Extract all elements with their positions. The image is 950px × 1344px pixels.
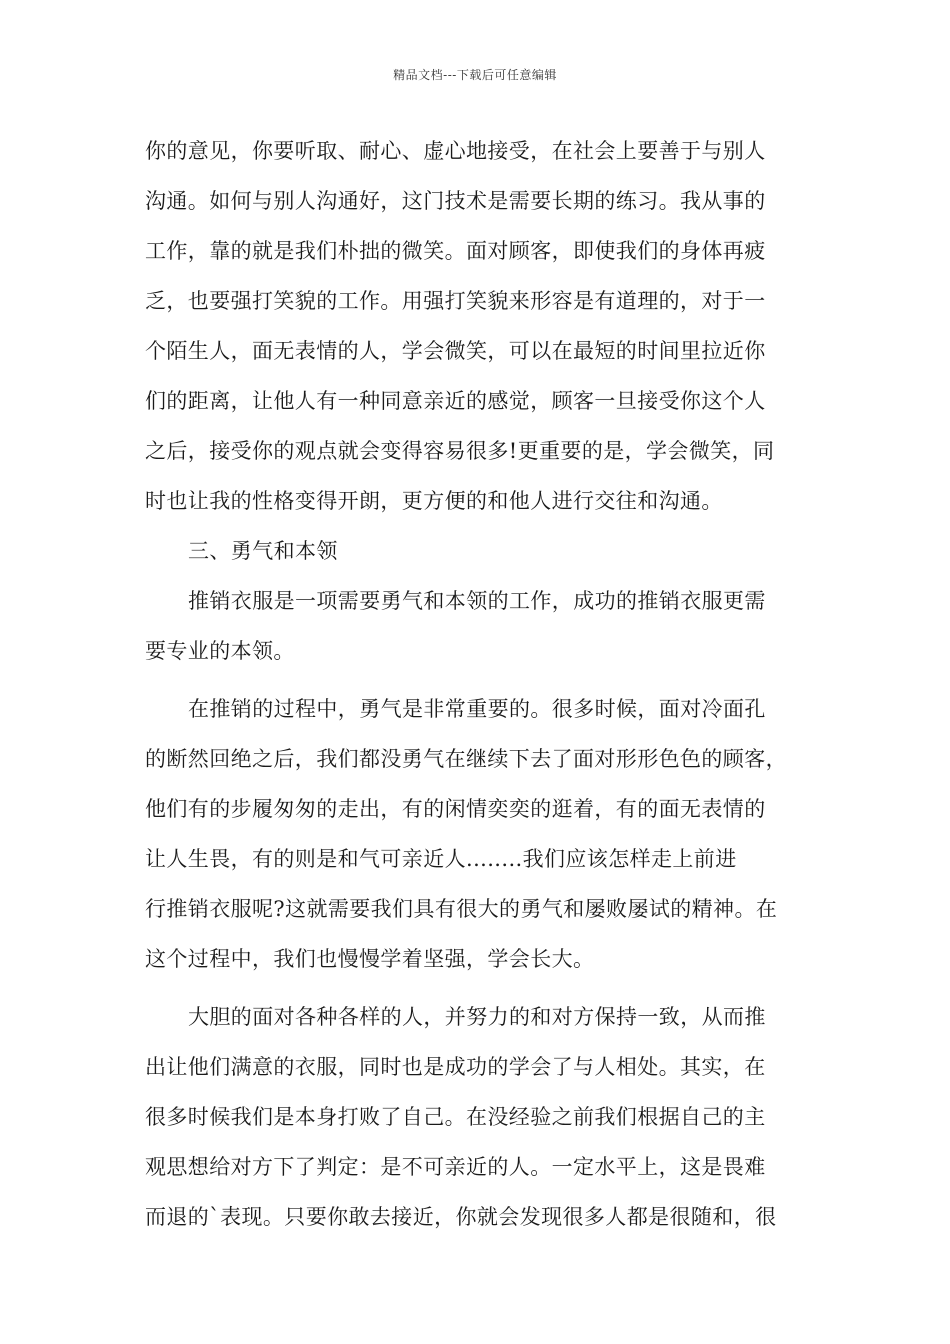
page-header: 精品文档---下载后可任意编辑 bbox=[393, 68, 557, 82]
text-line: 这个过程中，我们也慢慢学着坚强，学会长大。 bbox=[145, 947, 595, 971]
text-line: 大胆的面对各种各样的人，并努力的和对方保持一致，从而推 bbox=[188, 1005, 766, 1029]
text-line: 而退的`表现。只要你敢去接近，你就会发现很多人都是很随和，很 bbox=[145, 1205, 777, 1229]
text-line: 们的距离，让他人有一种同意亲近的感觉，顾客一旦接受你这个人 bbox=[145, 389, 766, 413]
text-line: 很多时候我们是本身打败了自己。在没经验之前我们根据自己的主 bbox=[145, 1105, 766, 1129]
text-line: 让人生畏，有的则是和气可亲近人........我们应该怎样走上前进 bbox=[145, 847, 737, 871]
text-line: 个陌生人，面无表情的人，学会微笑，可以在最短的时间里拉近你 bbox=[145, 339, 766, 363]
text-line: 时也让我的性格变得开朗，更方便的和他人进行交往和沟通。 bbox=[145, 489, 723, 513]
paragraph bbox=[145, 992, 815, 1242]
section-heading-text: 三、勇气和本领 bbox=[188, 539, 338, 563]
text-line: 的断然回绝之后，我们都没勇气在继续下去了面对形形色色的顾客， bbox=[145, 747, 787, 771]
text-line: 推销衣服是一项需要勇气和本领的工作，成功的推销衣服更需 bbox=[188, 589, 766, 613]
text-line: 行推销衣服呢?这就需要我们具有很大的勇气和屡败屡试的精神。在 bbox=[145, 897, 778, 921]
section-heading bbox=[145, 526, 815, 576]
text-line: 你的意见，你要听取、耐心、虚心地接受，在社会上要善于与别人 bbox=[145, 139, 766, 163]
paragraph bbox=[145, 576, 815, 676]
text-line: 出让他们满意的衣服，同时也是成功的学会了与人相处。其实，在 bbox=[145, 1055, 766, 1079]
text-line: 沟通。如何与别人沟通好，这门技术是需要长期的练习。我从事的 bbox=[145, 189, 766, 213]
text-line: 乏，也要强打笑貌的工作。用强打笑貌来形容是有道理的，对于一 bbox=[145, 289, 766, 313]
document-body bbox=[145, 126, 815, 1242]
text-line: 工作，靠的就是我们朴拙的微笑。面对顾客，即使我们的身体再疲 bbox=[145, 239, 766, 263]
paragraph bbox=[145, 684, 815, 984]
text-line: 他们有的步履匆匆的走出，有的闲情奕奕的逛着，有的面无表情的 bbox=[145, 797, 766, 821]
paragraph bbox=[145, 126, 815, 526]
text-line: 在推销的过程中，勇气是非常重要的。很多时候，面对冷面孔 bbox=[188, 697, 766, 721]
text-line: 之后，接受你的观点就会变得容易很多!更重要的是，学会微笑，同 bbox=[145, 439, 775, 463]
text-line: 要专业的本领。 bbox=[145, 639, 295, 663]
text-line: 观思想给对方下了判定：是不可亲近的人。一定水平上，这是畏难 bbox=[145, 1155, 766, 1179]
